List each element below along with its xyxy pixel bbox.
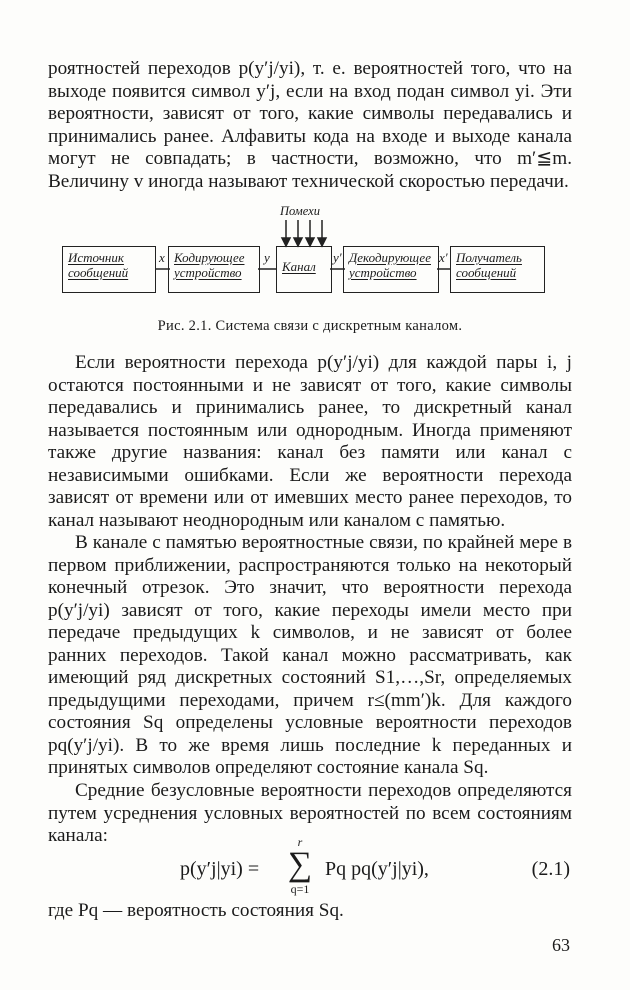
equation-number: (2.1) [531, 858, 570, 880]
where-line: где Pq — вероятность состояния Sq. [48, 900, 344, 921]
channel-box: Канал [276, 246, 332, 293]
receiver-box: Получатель сообщений [450, 246, 545, 293]
noise-label: Помехи [280, 204, 320, 218]
communication-system-diagram [60, 198, 560, 308]
formula-rhs: Pq pq(y′j|yi), [325, 858, 429, 880]
decoder-box: Декодирующее устройство [343, 246, 439, 293]
summation [280, 836, 320, 896]
top-paragraph: роятностей переходов p(y′j/yi), т. е. вероятностей того, что на выходе появится символ y′j, если на вход подан символ yi. Эти вероятности, зависят от того, какие символы передавались и принимались ранее. Алфавиты кода на входе и выходе канала могут не совпадать; в частности, возможно, что m′≦m. Величину v иногда называют технической скоростью передачи. [48, 58, 572, 192]
formula-lhs: p(y′j|yi) = [180, 858, 260, 880]
sum-symbol: ∑ [287, 846, 313, 883]
figure-caption: Рис. 2.1. Система связи с дискретным каналом. [157, 318, 463, 334]
signal-y-prime: y′ [333, 250, 342, 265]
sum-upper: r [297, 835, 303, 849]
signal-y: y [264, 250, 270, 265]
source-box: Источник сообщений [62, 246, 156, 293]
signal-x: x [159, 250, 165, 265]
page-number: 63 [552, 935, 570, 955]
encoder-box: Кодирующее устройство [168, 246, 260, 293]
sum-lower: q=1 [290, 882, 310, 896]
paragraph-2: В канале с памятью вероятностные связи, по крайней мере в первом приближении, распространяются только на некоторый конечный отрезок. Это значит, что вероятности перехода p(y′j/yi) зависят от того, какие переходы имели место при передаче предыдущих k символов, и не зависят от более ранних переходов. Такой канал можно рассматривать, как имеющий ряд дискретных состояний S1,…,Sr, определяемых предыдущими переходами, причем r≤(mm′)k. Для каждого состояния Sq определены условные вероятности переходов pq(y′j/yi). В то же время лишь последние k переданных и принятых символов определяют состояние канала Sq. [48, 532, 572, 778]
formula-2-1 [180, 835, 580, 908]
paragraph-1: Если вероятности перехода p(y′j/yi) для каждой пары i, j остаются постоянными и не зависят от того, какие символы передавались и принимались ранее, то дискретный канал называется постоянным или однородным. Иногда применяют также другие названия: канал без памяти или канал с независимыми ошибками. Если же вероятности перехода зависят от времени или от имевших место ранее переходов, то канал называют неоднородным или каналом с памятью. [48, 352, 572, 531]
paragraph-3: Средние безусловные вероятности переходов определяются путем усреднения условных вероятностей по всем состояниям канала: [48, 780, 572, 846]
signal-x-prime: x′ [439, 250, 448, 265]
